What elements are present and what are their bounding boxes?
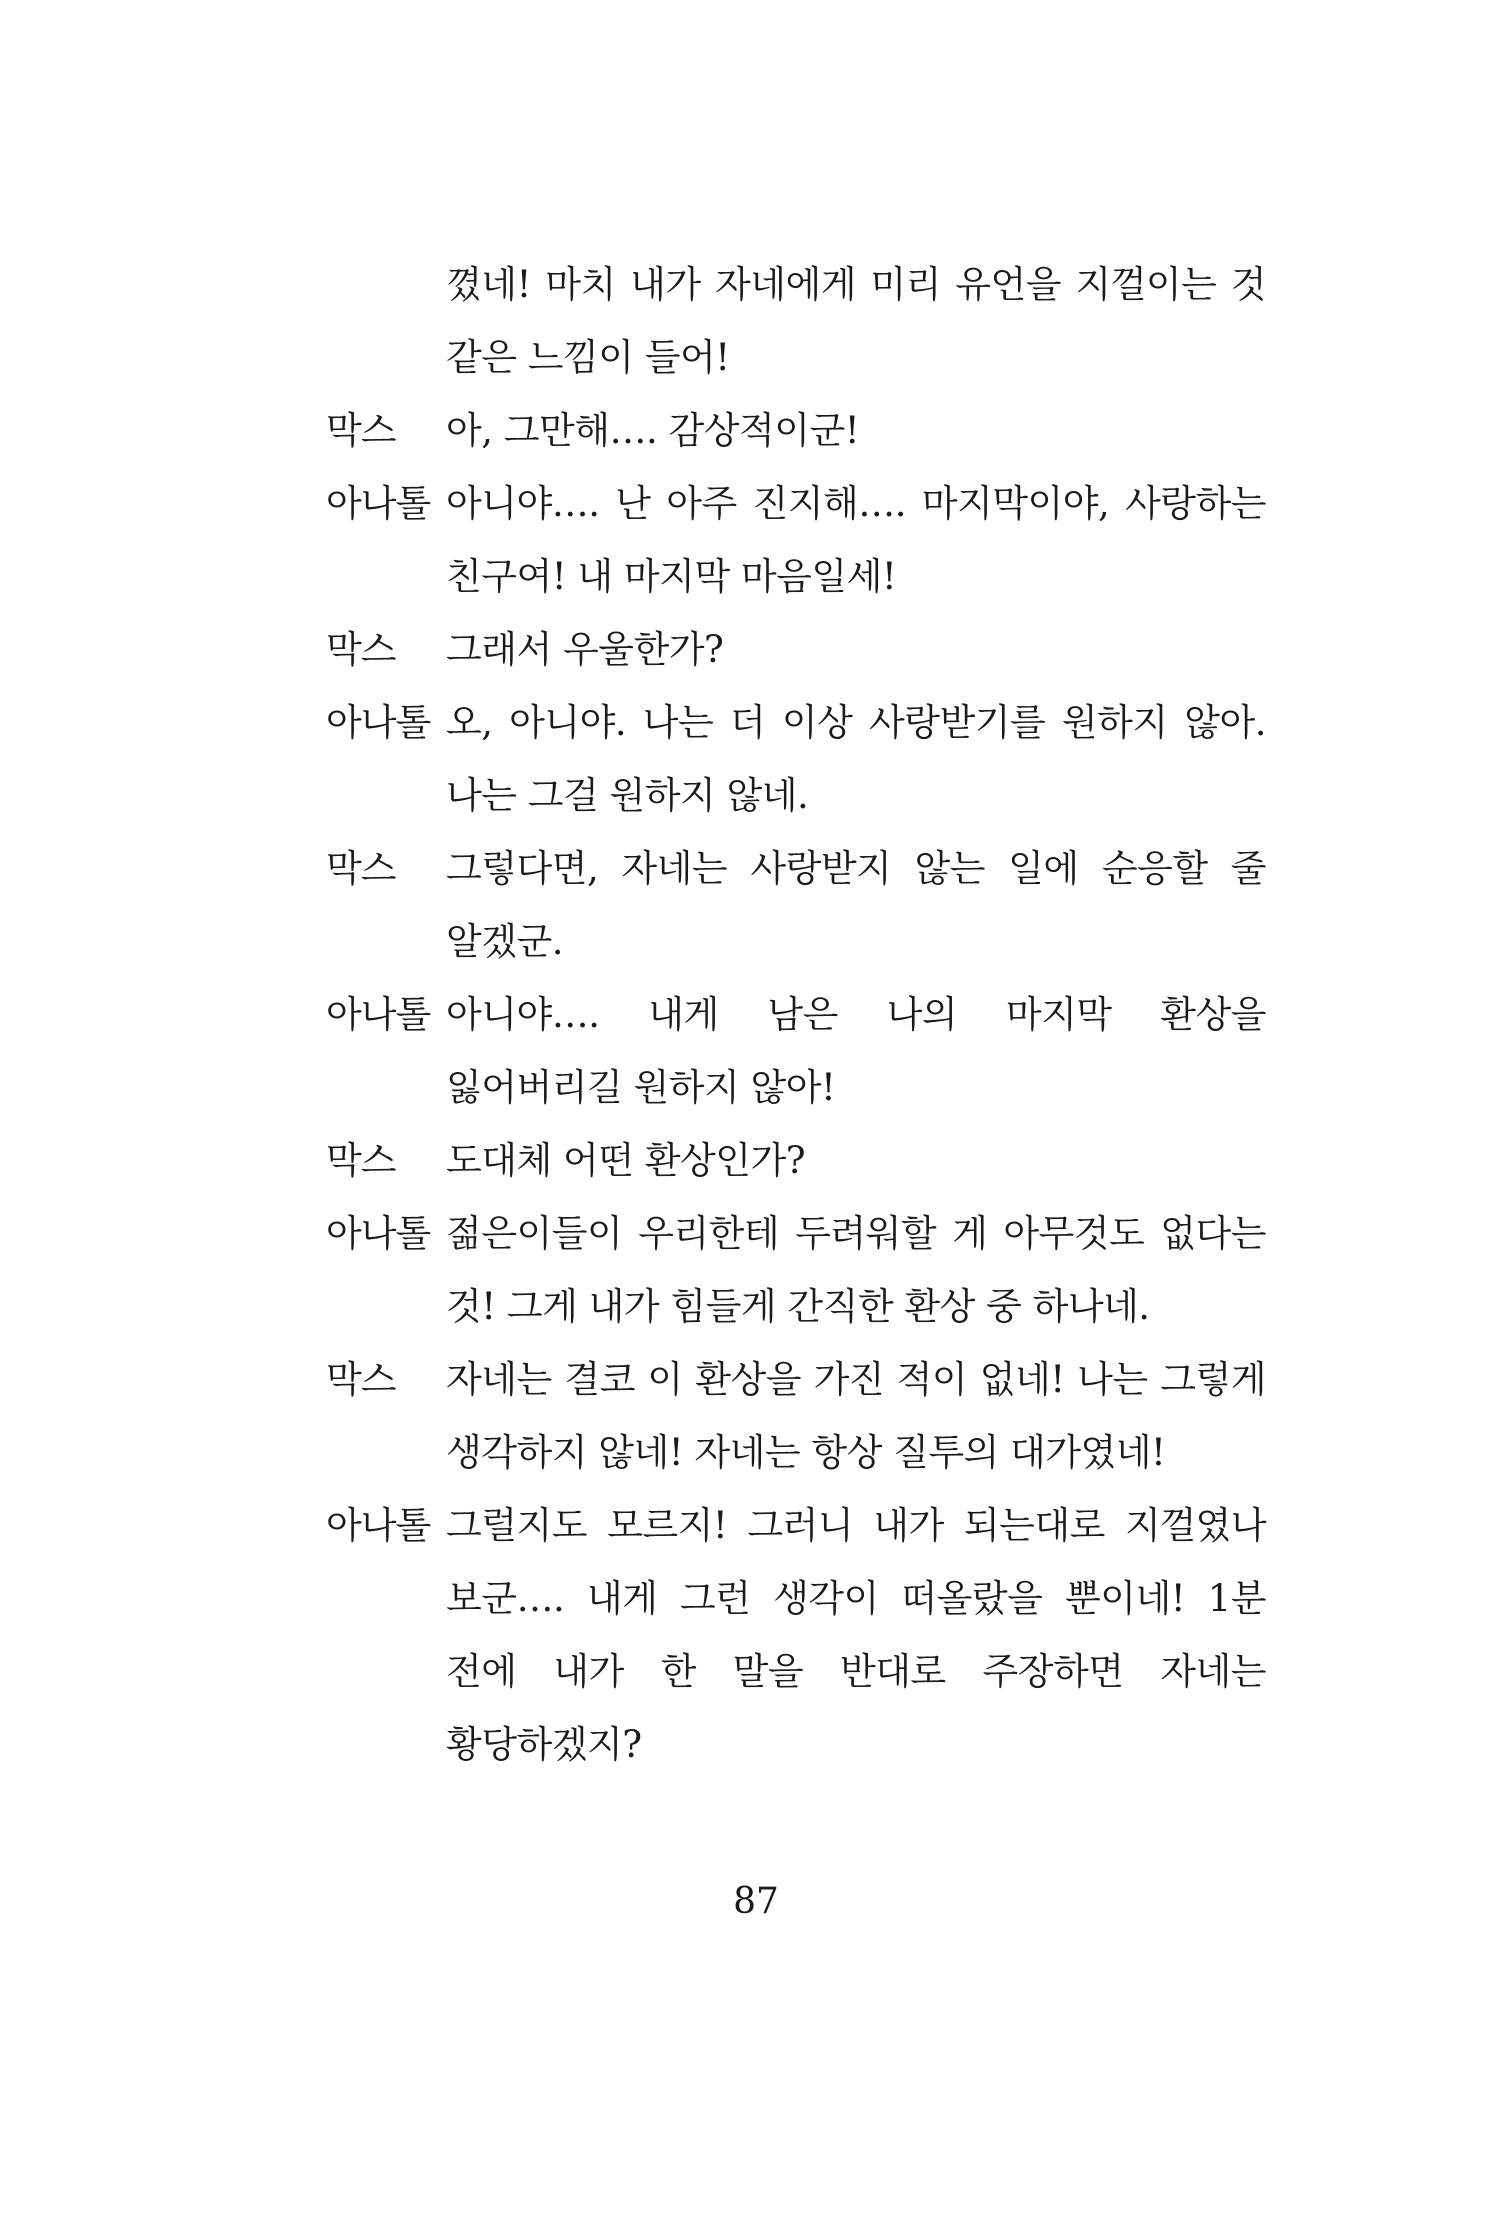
speaker-name: 아나톨 [326,993,431,1036]
page-number: 87 [733,1881,779,1922]
speaker-name: 아나톨 [326,1212,431,1255]
dialogue-line: 젊은이들이 우리한테 두려워할 게 아무것도 없다는 것! 그게 내가 힘들게 간직한 환상 중 하나네. [446,1212,1266,1328]
dialogue-line: 오, 아니야. 나는 더 이상 사랑받기를 원하지 않아. 나는 그걸 원하지 않네. [446,701,1266,817]
speaker-name: 아나톨 [326,701,431,744]
dialogue-line: 그렇다면, 자네는 사랑받지 않는 일에 순응할 줄 알겠군. [446,847,1266,963]
dialogue-entry [326,832,1266,978]
speaker-name: 아나톨 [326,1504,431,1547]
dialogue-line: 도대체 어떤 환상인가? [446,1139,806,1182]
dialogue-entry [326,1124,1266,1197]
speaker-name: 막스 [326,628,396,671]
dialogue-entry [326,978,1266,1124]
speaker-name: 막스 [326,1139,396,1182]
speaker-name: 막스 [326,1358,396,1401]
dialogue-entry [326,394,1266,467]
dialogue-entry [326,467,1266,613]
dialogue-line: 아니야…. 난 아주 진지해…. 마지막이야, 사랑하는 친구여! 내 마지막 마음일세! [446,482,1266,598]
dialogue-line: 자네는 결코 이 환상을 가진 적이 없네! 나는 그렇게 생각하지 않네! 자네는 항상 질투의 대가였네! [446,1358,1266,1474]
dialogue-line: 그럴지도 모르지! 그러니 내가 되는대로 지껄였나 보군…. 내게 그런 생각이 떠올랐을 뿐이네! 1분 전에 내가 한 말을 반대로 주장하면 자네는 황당하겠지? [446,1504,1266,1766]
dialogue-entry [326,613,1266,686]
dialogue-line: 꼈네! 마치 내가 자네에게 미리 유언을 지껄이는 것 같은 느낌이 들어! [446,263,1266,379]
dialogue-line: 그래서 우울한가? [446,628,724,671]
dialogue-line: 아, 그만해…. 감상적이군! [446,409,860,452]
speaker-name: 막스 [326,847,396,890]
dialogue-line: 아니야…. 내게 남은 나의 마지막 환상을 잃어버리길 원하지 않아! [446,993,1266,1109]
dialogue-entry [326,1343,1266,1489]
speaker-name: 아나톨 [326,482,431,525]
dialogue-entry [326,1197,1266,1343]
speaker-name: 막스 [326,409,396,452]
play-script [326,248,1266,1781]
dialogue-entry [326,686,1266,832]
dialogue-entry [326,1489,1266,1781]
dialogue-entry [326,248,1266,394]
